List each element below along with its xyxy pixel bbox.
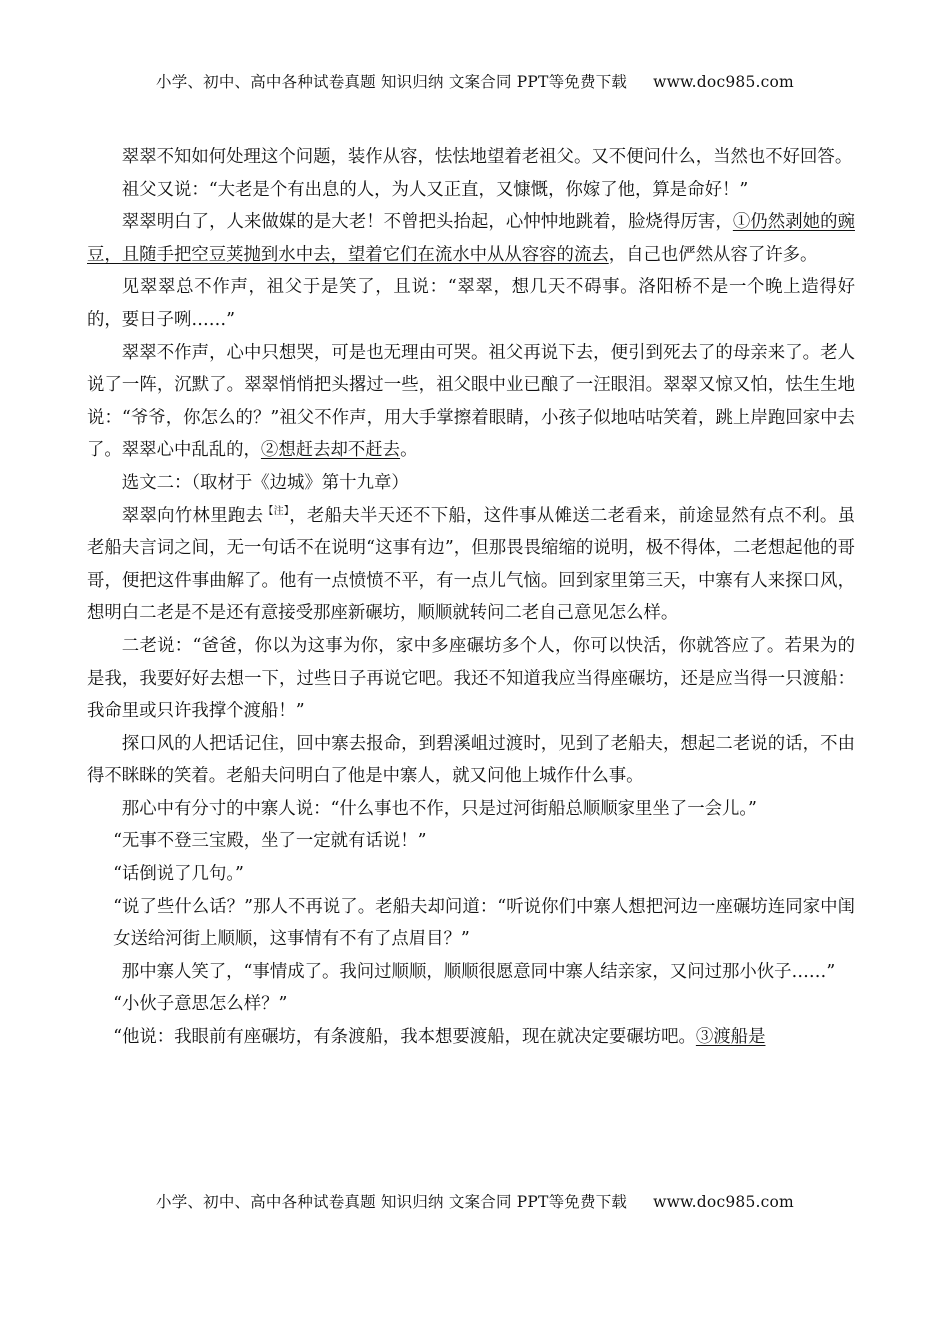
paragraph-text: ，老船夫半天还不下船，这件事从傩送二老看来，前途显然有点不利。虽老船夫言词之间，无一句话不在说明“这事有边”，但那畏畏缩缩的说明，极不得体，二老想起他的哥哥，便把这件事曲解了。他有一点愤愤不平，有一点儿气恼。回到家里第三天，中寨有人来探口风，想明白二老是不是还有意接受那座新碾坊，顺顺就转问二老自己意见怎么样。: [87, 505, 855, 624]
paragraph: “说了些什么话？”那人不再说了。老船夫却问道：“听说你们中寨人想把河边一座碾坊连同家中闺女送给河街上顺顺，这事情有不有了点眉目？”: [113, 896, 855, 950]
paragraph: 二老说：“爸爸，你以为这事为你，家中多座碾坊多个人，你可以快活，你就答应了。若果为的是我，我要好好去想一下，过些日子再说它吧。我还不知道我应当得座碾坊，还是应当得一只渡船：我命里或只许我撑个渡船！”: [87, 635, 855, 722]
paragraph: 见翠翠总不作声，祖父于是笑了，且说：“翠翠，想几天不碍事。洛阳桥不是一个晚上造得好的，要日子咧……”: [87, 277, 855, 330]
header-text: 小学、初中、高中各种试卷真题 知识归纳 文案合同 PPT等免费下载: [156, 73, 628, 91]
footer-url[interactable]: www.doc985.com: [653, 1193, 794, 1211]
article-body: [87, 141, 855, 1054]
paragraph-text: “他说：我眼前有座碾坊，有条渡船，我本想要渡船，现在就决定要碾坊吧。: [113, 1027, 696, 1048]
paragraph: 那心中有分寸的中寨人说：“什么事也不作，只是过河街船总顺顺家里坐了一会儿。”: [121, 798, 757, 819]
paragraph-text: 翠翠不作声，心中只想哭，可是也无理由可哭。祖父再说下去，便引到死去了的母亲来了。老人说了一阵，沉默了。翠翠悄悄把头撂过一些，祖父眼中业已酿了一汪眼泪。翠翠又惊又怕，怯生生地说：“爷爷，你怎么的？”祖父不作声，用大手掌擦着眼睛，小孩子似地咕咕笑着，跳上岸跑回家中去了。翠翠心中乱乱的，: [87, 342, 855, 461]
paragraph-text: 。: [400, 440, 418, 461]
paragraph: [87, 1021, 855, 1054]
footer-text: 小学、初中、高中各种试卷真题 知识归纳 文案合同 PPT等免费下载: [156, 1193, 628, 1211]
paragraph: [87, 337, 855, 467]
paragraph-text: ，自己也俨然从容了许多。: [608, 244, 818, 265]
paragraph: [87, 500, 855, 630]
paragraph-text: 翠翠向竹林里跑去: [121, 505, 264, 526]
paragraph: “无事不登三宝殿，坐了一定就有话说！”: [113, 831, 427, 852]
page-header: [0, 70, 950, 92]
page-footer: [0, 1190, 950, 1212]
paragraph: 探口风的人把话记住，回中寨去报命，到碧溪岨过渡时，见到了老船夫，想起二老说的话，不由得不眯眯的笑着。老船夫问明白了他是中寨人，就又问他上城作什么事。: [87, 733, 855, 787]
paragraph: 翠翠不知如何处理这个问题，装作从容，怯怯地望着老祖父。又不便问什么，当然也不好回答。: [121, 147, 853, 167]
underlined-sentence-3: ③渡船是: [695, 1027, 766, 1048]
paragraph-text: 翠翠明白了，人来做媒的是大老！不曾把头抬起，心忡忡地跳着，脸烧得厉害，: [121, 212, 733, 233]
paragraph: “话倒说了几句。”: [113, 864, 244, 885]
paragraph: 祖父又说：“大老是个有出息的人，为人又正直，又慷慨，你嫁了他，算是命好！”: [121, 179, 749, 200]
underlined-sentence-2: ②想赶去却不赶去: [260, 440, 401, 461]
footnote-marker: 【注】: [263, 505, 290, 517]
underlined-sentence-1: ①仍然剥她的豌豆，且随手把空豆荚抛到水中去，望着它们在流水中从从容容的流去: [87, 212, 855, 265]
section-heading: 选文二：（取材于《边城》第十九章）: [121, 472, 409, 493]
paragraph: “小伙子意思怎么样？”: [113, 994, 288, 1015]
paragraph: 那中寨人笑了，“事情成了。我问过顺顺，顺顺很愿意同中寨人结亲家，又问过那小伙子……”: [121, 961, 836, 982]
paragraph: [87, 206, 855, 271]
header-url[interactable]: www.doc985.com: [653, 73, 794, 91]
